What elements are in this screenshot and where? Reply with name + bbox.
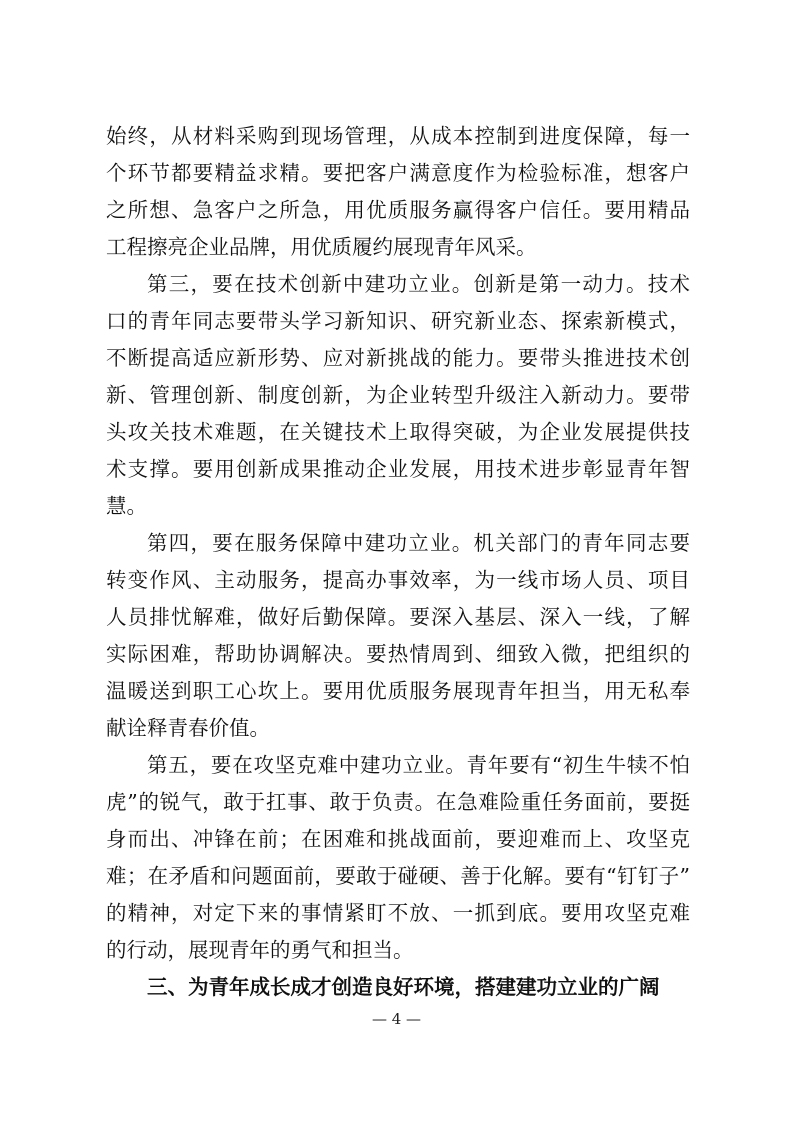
text-line: 的行动，展现青年的勇气和担当。 xyxy=(106,938,414,962)
text-line: 慧。 xyxy=(106,494,147,518)
text-line: 术支撑。要用创新成果推动企业发展，用技术进步彰显青年智 xyxy=(106,457,690,481)
text-line: 始终，从材料采购到现场管理，从成本控制到进度保障，每一 xyxy=(106,124,690,148)
paragraph-third-point xyxy=(106,266,690,525)
text-line: 难；在矛盾和问题面前，要敢于碰硬、善于化解。要有“钉钉子” xyxy=(106,864,690,888)
section-heading: 三、为青年成长成才创造良好环境，搭建建功立业的广阔 xyxy=(147,975,660,999)
text-line: 身而出、冲锋在前；在困难和挑战面前，要迎难而上、攻坚克 xyxy=(106,827,690,851)
paragraph-continuation xyxy=(106,118,690,266)
text-line: 新、管理创新、制度创新，为企业转型升级注入新动力。要带 xyxy=(106,383,690,407)
text-line: 转变作风、主动服务，提高办事效率，为一线市场人员、项目 xyxy=(106,568,690,592)
paragraph-fifth-point xyxy=(106,747,690,969)
text-line: 不断提高适应新形势、应对新挑战的能力。要带头推进技术创 xyxy=(106,346,690,370)
text-line: 第四，要在服务保障中建功立业。机关部门的青年同志要 xyxy=(147,531,690,555)
page-number: — 4 — xyxy=(371,1010,422,1028)
text-line: 人员排忧解难，做好后勤保障。要深入基层、深入一线，了解 xyxy=(106,605,690,629)
text-line: 温暖送到职工心坎上。要用优质服务展现青年担当，用无私奉 xyxy=(106,679,690,703)
text-line: 口的青年同志要带头学习新知识、研究新业态、探索新模式， xyxy=(106,309,690,333)
text-line: 第三，要在技术创新中建功立业。创新是第一动力。技术 xyxy=(147,272,690,296)
text-line: 实际困难，帮助协调解决。要热情周到、细致入微，把组织的 xyxy=(106,642,690,666)
text-line: 献诠释青春价值。 xyxy=(106,716,270,740)
text-line: 头攻关技术难题，在关键技术上取得突破，为企业发展提供技 xyxy=(106,420,690,444)
text-line: 第五，要在攻坚克难中建功立业。青年要有“初生牛犊不怕 xyxy=(147,753,690,777)
text-line: 虎”的锐气，敢于扛事、敢于负责。在急难险重任务面前，要挺 xyxy=(106,790,690,814)
text-line: 之所想、急客户之所急，用优质服务赢得客户信任。要用精品 xyxy=(106,198,690,222)
document-body xyxy=(106,118,690,1006)
paragraph-fourth-point xyxy=(106,525,690,747)
text-line: 工程擦亮企业品牌，用优质履约展现青年风采。 xyxy=(106,235,537,259)
text-line: 个环节都要精益求精。要把客户满意度作为检验标准，想客户 xyxy=(106,161,690,185)
text-line: 的精神，对定下来的事情紧盯不放、一抓到底。要用攻坚克难 xyxy=(106,901,690,925)
